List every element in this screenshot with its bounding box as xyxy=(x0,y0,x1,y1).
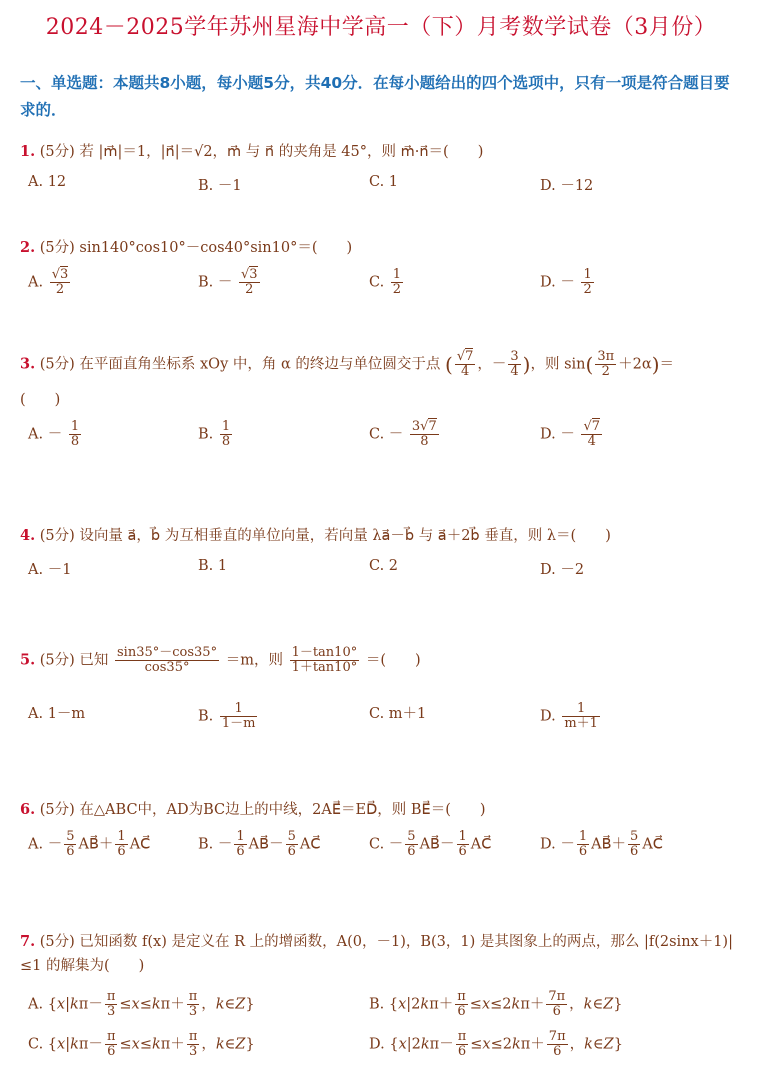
option-a[interactable]: A. {x|kπ－ $\frac{\pi}{3}$ ≤x≤kπ＋ $\frac{\pi}{3}$ ，k∈Z} xyxy=(28,989,255,1019)
question-number: 4. xyxy=(20,527,36,544)
question-number: 3. xyxy=(20,355,36,373)
question-4 xyxy=(20,524,750,548)
question-text: (5分) 在平面直角坐标系 xOy 中，角 α 的终边与单位圆交于点 xyxy=(39,356,441,373)
option-b[interactable]: B. 1 xyxy=(198,558,228,574)
option-a[interactable]: A. －1 xyxy=(28,562,72,578)
option-a[interactable]: A. 1－m xyxy=(28,706,86,722)
option-b[interactable]: B. {x|2kπ＋ $\frac{\pi}{6}$ ≤x≤2kπ＋ $\frac{7\pi}{6}$ ，k∈Z} xyxy=(369,989,623,1019)
question-text-mid: ＝m，则 xyxy=(225,652,283,669)
option-d[interactable]: D. － $\frac{1}{6}$ AB⃗＋ $\frac{5}{6}$ AC⃗ xyxy=(540,829,663,859)
question-text: (5分) 已知 xyxy=(39,652,109,669)
question-number: 2. xyxy=(20,239,36,256)
option-c[interactable]: C. － $\frac{5}{6}$ AB⃗－ $\frac{1}{6}$ AC⃗ xyxy=(369,829,492,859)
option-d[interactable]: D. － $\frac{√7}{4}$ xyxy=(540,419,601,449)
question-2 xyxy=(20,236,750,260)
option-a[interactable]: A. 12 xyxy=(28,174,67,190)
option-c[interactable]: C. {x|kπ－ $\frac{\pi}{6}$ ≤x≤kπ＋ $\frac{\pi}{3}$ ，k∈Z} xyxy=(28,1029,255,1059)
option-d[interactable]: D. －2 xyxy=(540,562,585,578)
question-6 xyxy=(20,798,750,822)
option-a[interactable]: A. － $\frac{1}{8}$ xyxy=(28,419,80,449)
option-b[interactable]: B. $\frac{1}{8}$ xyxy=(198,419,231,449)
question-3-paren: ( ) xyxy=(20,392,61,408)
question-text: (5分) sin140°cos10°－cos40°sin10°＝( ) xyxy=(39,240,353,256)
option-d[interactable]: D. － $\frac{1}{2}$ xyxy=(540,267,592,297)
question-number: 1. xyxy=(20,143,36,160)
option-d[interactable]: D. $\frac{1}{m+1}$ xyxy=(540,701,598,731)
question-5: 5. (5分) 已知 $\frac{\sin 35^\circ-\cos 35^\circ}{\cos 35^\circ}$ ＝m，则 $\frac{1-\tan 10^\circ}{1+\tan 10^\circ}$ ＝( ) xyxy=(20,645,421,675)
option-b[interactable]: B. $\frac{1}{1-m}$ xyxy=(198,701,256,731)
option-a[interactable]: A. $\frac{√3}{2}$ xyxy=(28,267,69,297)
option-c[interactable]: C. － $\frac{3√7}{8}$ xyxy=(369,419,437,449)
question-text-end: ＝( ) xyxy=(365,652,421,669)
question-text: (5分) 设向量 a⃗，b⃗ 为互相垂直的单位向量，若向量 λa⃗－b⃗ 与 a⃗＋2b⃗ 垂直，则 λ＝( ) xyxy=(39,528,611,544)
option-a[interactable]: A. － $\frac{5}{6}$ AB⃗＋ $\frac{1}{6}$ AC⃗ xyxy=(28,829,151,859)
question-text: (5分) 若 |m⃗|＝1，|n⃗|＝√2，m⃗ 与 n⃗ 的夹角是 45°，则 m⃗·n⃗＝( ) xyxy=(39,144,484,160)
question-text: (5分) 已知函数 f(x) 是定义在 R 上的增函数，A(0，－1)，B(3，1) 是其图象上的两点，那么 |f(2sinx＋1)|≤1 的解集为( ) xyxy=(20,934,733,974)
page-title: 2024－2025学年苏州星海中学高一（下）月考数学试卷（3月份） xyxy=(45,15,717,40)
option-c[interactable]: C. $\frac{1}{2}$ xyxy=(369,267,402,297)
option-d[interactable]: D. －12 xyxy=(540,178,594,194)
question-3: 3. (5分) 在平面直角坐标系 xOy 中，角 α 的终边与单位圆交于点 ( $\frac{√7}{4}$ ，－ $\frac{3}{4}$ )，则 sin( $\frac{3\pi}{2}$ ＋2α)＝ xyxy=(20,349,674,379)
question-7 xyxy=(20,930,750,978)
question-number: 7. xyxy=(20,933,36,950)
question-text-end: ＝ xyxy=(659,356,674,373)
question-1 xyxy=(20,140,750,164)
option-c[interactable]: C. 1 xyxy=(369,174,399,190)
option-b[interactable]: B. － $\frac{1}{6}$ AB⃗－ $\frac{5}{6}$ AC⃗ xyxy=(198,829,321,859)
question-number: 6. xyxy=(20,801,36,818)
question-text: (5分) 在△ABC中，AD为BC边上的中线，2AE⃗＝ED⃗，则 BE⃗＝( ) xyxy=(39,802,486,818)
question-text-post: ，则 sin xyxy=(530,356,586,373)
question-number: 5. xyxy=(20,651,36,669)
option-b[interactable]: B. －1 xyxy=(198,178,242,194)
option-b[interactable]: B. － $\frac{√3}{2}$ xyxy=(198,267,258,297)
section-header: 一、单选题：本题共8小题，每小题5分，共40分．在每小题给出的四个选项中，只有一项是符合题目要求的． xyxy=(20,74,730,119)
option-d[interactable]: D. {x|2kπ－ $\frac{\pi}{6}$ ≤x≤2kπ＋ $\frac{7\pi}{6}$ ，k∈Z} xyxy=(369,1029,623,1059)
option-c[interactable]: C. 2 xyxy=(369,558,399,574)
option-c[interactable]: C. m＋1 xyxy=(369,706,427,722)
